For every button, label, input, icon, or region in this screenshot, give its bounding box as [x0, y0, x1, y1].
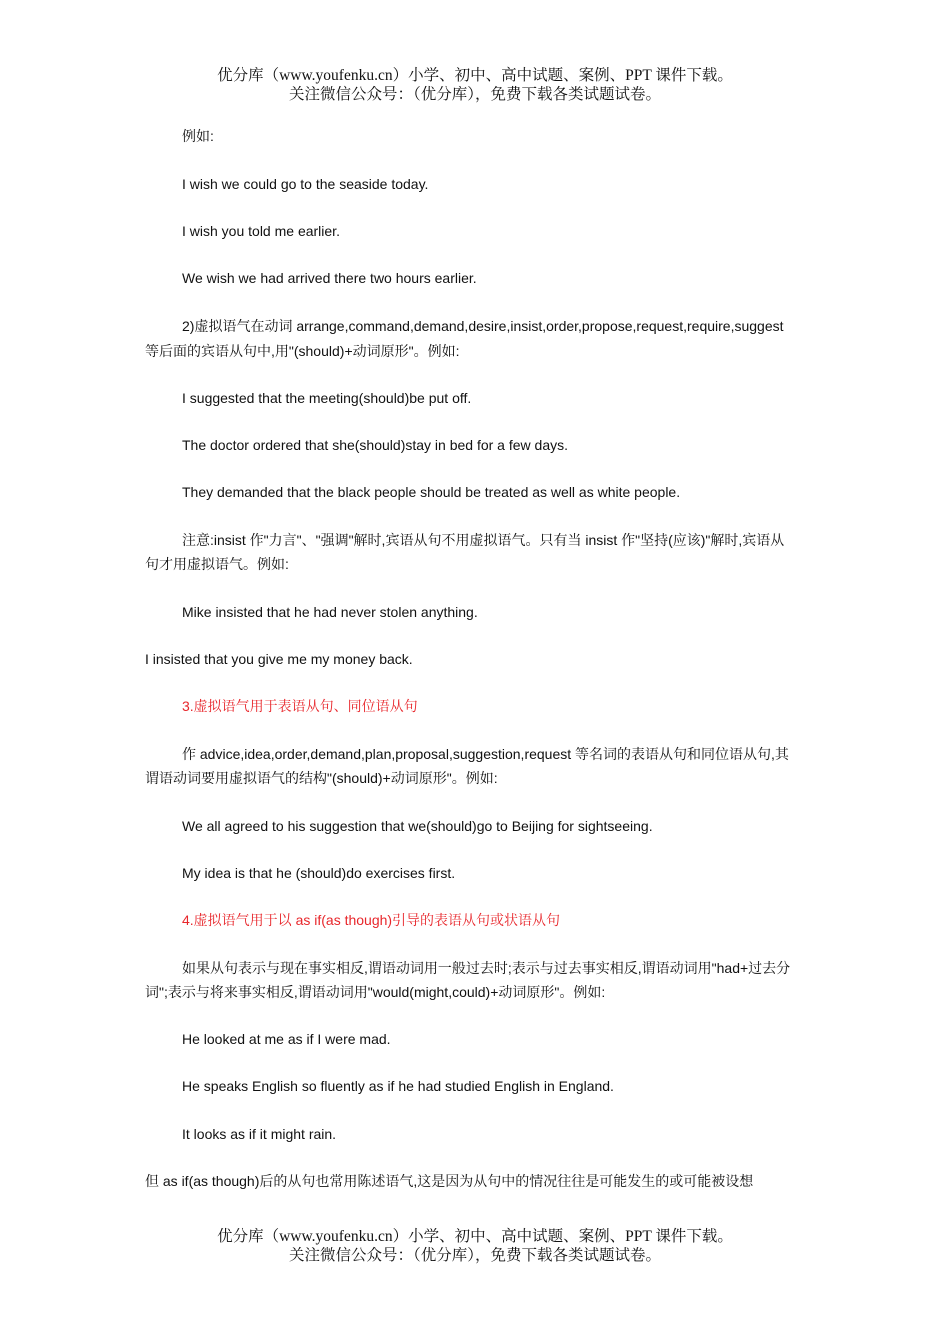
section-heading-3: 3.虚拟语气用于表语从句、同位语从句	[182, 698, 418, 714]
footer-line-2: 关注微信公众号：（优分库），免费下载各类试题试卷。	[288, 1247, 661, 1264]
paragraph-rule-2-line-1: 2)虚拟语气在动词 arrange,command,demand,desire,insist,order,propose,request,require,suggest	[182, 318, 784, 334]
paragraph-rule-4-line-2: 词";表示与将来事实相反,谓语动词用"would(might,could)+动词原形"。例如:	[145, 984, 606, 1000]
paragraph-note-line-1: 注意:insist 作"力言"、"强调"解时,宾语从句不用虚拟语气。只有当 insist 作"坚持(应该)"解时,宾语从	[182, 532, 785, 548]
paragraph-example-label: 例如:	[182, 128, 214, 144]
paragraph-rule-3-line-2: 谓语动词要用虚拟语气的结构"(should)+动词原形"。例如:	[145, 770, 498, 786]
example-sentence: The doctor ordered that she(should)stay in bed for a few days.	[182, 437, 568, 453]
example-sentence: It looks as if it might rain.	[182, 1126, 337, 1142]
footer-line-1: 优分库（www.youfenku.cn）小学、初中、高中试题、案例、PPT 课件下载。	[217, 1228, 733, 1245]
example-sentence: I suggested that the meeting(should)be put off.	[182, 390, 472, 406]
example-sentence: My idea is that he (should)do exercises first.	[182, 865, 456, 881]
paragraph-rule-3-line-1: 作 advice,idea,order,demand,plan,proposal,suggestion,request 等名词的表语从句和同位语从句,其	[182, 746, 789, 762]
paragraph-rule-2-line-2: 等后面的宾语从句中,用"(should)+动词原形"。例如:	[145, 343, 460, 359]
section-heading-4: 4.虚拟语气用于以 as if(as though)引导的表语从句或状语从句	[182, 912, 561, 928]
header-line-1: 优分库（www.youfenku.cn）小学、初中、高中试题、案例、PPT 课件下载。	[217, 67, 733, 84]
paragraph-note-line-2: 句才用虚拟语气。例如:	[145, 556, 289, 572]
example-sentence: He speaks English so fluently as if he had studied English in England.	[182, 1078, 614, 1094]
example-sentence: We all agreed to his suggestion that we(should)go to Beijing for sightseeing.	[182, 818, 653, 834]
page-header	[0, 66, 950, 104]
paragraph-closing: 但 as if(as though)后的从句也常用陈述语气,这是因为从句中的情况往往是可能发生的或可能被设想	[145, 1173, 754, 1189]
example-sentence: We wish we had arrived there two hours earlier.	[182, 270, 477, 286]
example-sentence: Mike insisted that he had never stolen anything.	[182, 604, 478, 620]
header-line-2: 关注微信公众号：（优分库），免费下载各类试题试卷。	[288, 86, 661, 103]
example-sentence: I insisted that you give me my money back.	[145, 651, 413, 667]
example-sentence: I wish we could go to the seaside today.	[182, 176, 429, 192]
paragraph-rule-4-line-1: 如果从句表示与现在事实相反,谓语动词用一般过去时;表示与过去事实相反,谓语动词用"had+过去分	[182, 960, 791, 976]
example-sentence: I wish you told me earlier.	[182, 223, 340, 239]
example-sentence: They demanded that the black people should be treated as well as white people.	[182, 484, 681, 500]
page-footer	[0, 1227, 950, 1265]
example-sentence: He looked at me as if I were mad.	[182, 1031, 391, 1047]
